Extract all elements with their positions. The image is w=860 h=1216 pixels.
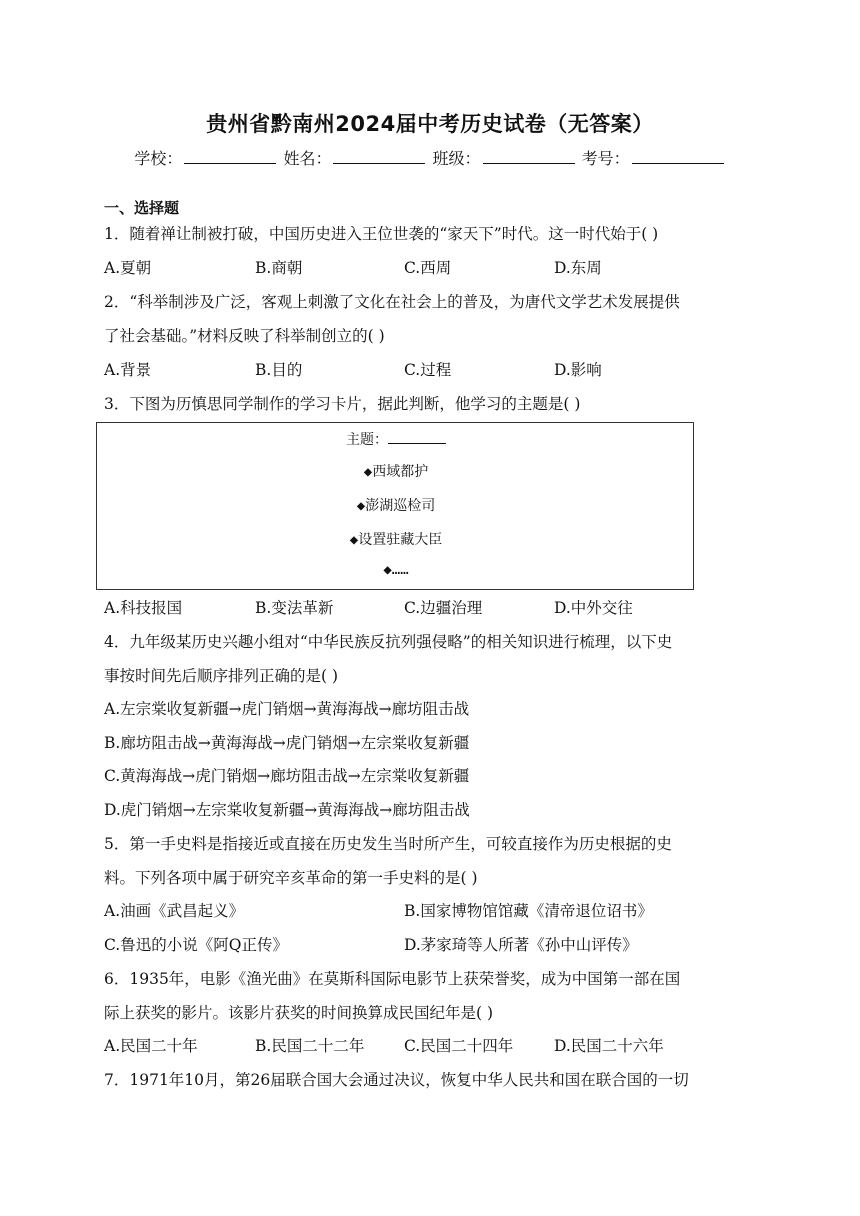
student-info-line — [0, 146, 860, 169]
q2-option-a: A.背景 — [104, 361, 152, 379]
q6-option-b: B.民国二十二年 — [255, 1037, 365, 1055]
q3-stem: 3．下图为历慎思同学制作的学习卡片，据此判断，他学习的主题是( ) — [104, 395, 581, 413]
q7-stem-line1: 7．1971年10月，第26届联合国大会通过决议，恢复中华人民共和国在联合国的一切 — [104, 1071, 689, 1089]
q5-stem-line1: 5．第一手史料是指接近或直接在历史发生当时所产生，可较直接作为历史根据的史 — [104, 835, 672, 853]
card-topic-blank — [388, 431, 446, 444]
q4-option-c: C.黄海海战→虎门销烟→廊坊阻击战→左宗棠收复新疆 — [104, 767, 470, 785]
q6-stem-line2: 际上获奖的影片。该影片获奖的时间换算成民国纪年是( ) — [104, 1004, 494, 1022]
card-item-3: ◆设置驻藏大臣 — [349, 532, 443, 548]
q1-stem: 1．随着禅让制被打破，中国历史进入王位世袭的“家天下”时代。这一时代始于( ) — [104, 225, 659, 243]
q6-stem-line1: 6．1935年，电影《渔光曲》在莫斯科国际电影节上获荣誉奖，成为中国第一部在国 — [104, 970, 681, 988]
card-item-4: ◆…… — [383, 562, 409, 578]
q3-option-b: B.变法革新 — [255, 599, 334, 617]
class-blank[interactable] — [483, 149, 575, 164]
q6-option-a: A.民国二十年 — [104, 1037, 198, 1055]
q5-option-d: D.茅家琦等人所著《孙中山评传》 — [404, 936, 638, 954]
q5-option-a: A.油画《武昌起义》 — [104, 902, 245, 920]
q2-stem-line1: 2．“科举制涉及广泛，客观上刺激了文化在社会上的普及，为唐代文学艺术发展提供 — [104, 293, 680, 311]
q6-option-c: C.民国二十四年 — [404, 1037, 514, 1055]
section-heading: 一、选择题 — [104, 199, 180, 217]
school-label: 学校： — [134, 149, 183, 168]
q1-option-c: C.西周 — [404, 259, 452, 277]
q2-stem-line2: 了社会基础。”材料反映了科举制创立的( ) — [104, 327, 385, 345]
name-blank[interactable] — [333, 149, 425, 164]
q1-option-b: B.商朝 — [255, 259, 303, 277]
exam-number-label: 考号： — [581, 149, 630, 168]
card-item-1: ◆西域都护 — [363, 464, 429, 480]
q3-option-d: D.中外交往 — [554, 599, 633, 617]
q4-stem-line1: 4．九年级某历史兴趣小组对“中华民族反抗列强侵略”的相关知识进行梳理，以下史 — [104, 633, 673, 651]
q4-option-b: B.廊坊阻击战→黄海海战→虎门销烟→左宗棠收复新疆 — [104, 734, 470, 752]
q3-option-c: C.边疆治理 — [404, 599, 483, 617]
study-card — [96, 422, 694, 590]
page-title: 贵州省黔南州2024届中考历史试卷（无答案） — [206, 112, 654, 136]
card-item-2: ◆澎湖巡检司 — [356, 498, 436, 514]
q1-option-a: A.夏朝 — [104, 259, 152, 277]
card-topic-label: 主题： — [346, 432, 388, 448]
q2-option-b: B.目的 — [255, 361, 303, 379]
q1-option-d: D.东周 — [554, 259, 602, 277]
class-label: 班级： — [432, 149, 481, 168]
q6-option-d: D.民国二十六年 — [554, 1037, 664, 1055]
q2-option-d: D.影响 — [554, 361, 602, 379]
q2-option-c: C.过程 — [404, 361, 452, 379]
card-topic — [97, 429, 695, 449]
name-label: 姓名： — [283, 149, 332, 168]
q5-option-b: B.国家博物馆馆藏《清帝退位诏书》 — [404, 902, 653, 920]
q5-stem-line2: 料。下列各项中属于研究辛亥革命的第一手史料的是( ) — [104, 869, 478, 887]
q4-option-d: D.虎门销烟→左宗棠收复新疆→黄海海战→廊坊阻击战 — [104, 801, 470, 819]
q3-option-a: A.科技报国 — [104, 599, 183, 617]
q4-stem-line2: 事按时间先后顺序排列正确的是( ) — [104, 667, 339, 685]
exam-number-blank[interactable] — [632, 149, 724, 164]
q5-option-c: C.鲁迅的小说《阿Q正传》 — [104, 936, 288, 954]
school-blank[interactable] — [184, 149, 276, 164]
q4-option-a: A.左宗棠收复新疆→虎门销烟→黄海海战→廊坊阻击战 — [104, 700, 470, 718]
